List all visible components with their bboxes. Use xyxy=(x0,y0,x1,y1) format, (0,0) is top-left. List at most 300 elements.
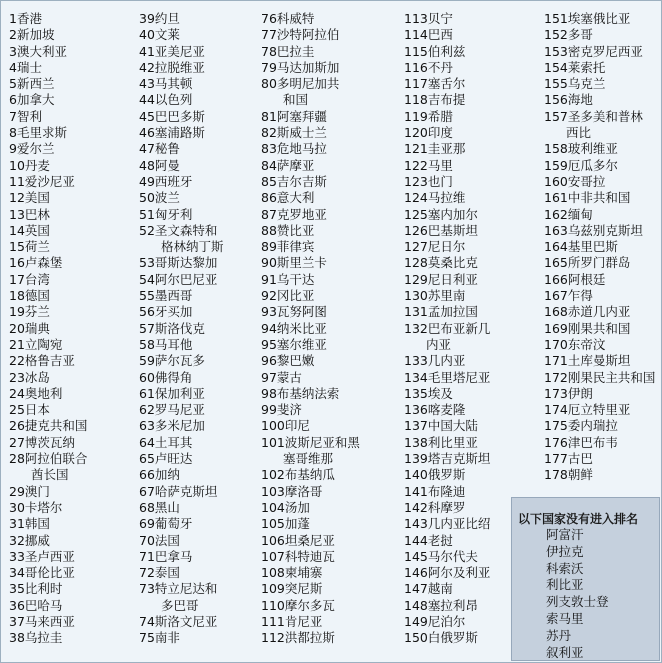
country-entry xyxy=(139,223,224,256)
country-entry xyxy=(9,565,87,581)
country-entry xyxy=(261,353,360,369)
country-entry xyxy=(261,549,360,565)
country-entry xyxy=(544,370,655,386)
country-name: 36巴哈马 xyxy=(9,597,63,613)
country-name: 118吉布提 xyxy=(404,92,466,108)
country-name: 9爱尔兰 xyxy=(9,141,55,157)
country-entry xyxy=(404,239,490,255)
country-name: 175委内瑞拉 xyxy=(544,418,618,434)
country-name: 134毛里塔尼亚 xyxy=(404,369,491,385)
country-name: 22格鲁吉亚 xyxy=(9,353,75,369)
country-entry xyxy=(9,239,87,255)
country-entry xyxy=(404,109,490,125)
country-entry xyxy=(139,141,224,157)
country-name: 98布基纳法索 xyxy=(261,385,340,401)
country-name: 29澳门 xyxy=(9,483,50,499)
country-entry xyxy=(9,272,87,288)
country-entry xyxy=(404,92,490,108)
country-name: 127尼日尔 xyxy=(404,239,466,255)
country-name: 170东帝汶 xyxy=(544,336,606,352)
country-name: 166阿根廷 xyxy=(544,271,606,287)
country-name: 64土耳其 xyxy=(139,434,193,450)
country-entry xyxy=(9,60,87,76)
country-name: 152多哥 xyxy=(544,27,593,43)
country-name: 87克罗地亚 xyxy=(261,206,327,222)
country-entry xyxy=(544,174,655,190)
country-name: 81阿塞拜疆 xyxy=(261,108,327,124)
country-entry xyxy=(9,109,87,125)
excluded-country: 索马里 xyxy=(546,610,584,626)
country-entry xyxy=(9,125,87,141)
country-entry xyxy=(9,418,87,434)
country-name: 11爱沙尼亚 xyxy=(9,173,75,189)
country-entry xyxy=(139,190,224,206)
country-name: 174厄立特里亚 xyxy=(544,402,631,418)
country-name: 117塞舌尔 xyxy=(404,76,466,92)
country-name: 48阿曼 xyxy=(139,157,180,173)
country-entry xyxy=(9,190,87,206)
country-name: 129尼日利亚 xyxy=(404,271,478,287)
country-name: 21立陶宛 xyxy=(9,336,63,352)
country-entry xyxy=(404,11,490,27)
country-name: 128莫桑比克 xyxy=(404,255,478,271)
country-entry xyxy=(261,321,360,337)
country-entry xyxy=(261,435,360,468)
country-name-continuation: 西比 xyxy=(566,125,592,141)
country-entry xyxy=(404,598,490,614)
country-name: 50波兰 xyxy=(139,190,180,206)
country-entry xyxy=(261,109,360,125)
country-name: 39约旦 xyxy=(139,11,180,26)
country-name: 113贝宁 xyxy=(404,11,453,26)
country-entry xyxy=(139,125,224,141)
country-entry xyxy=(404,255,490,271)
country-name: 80多明尼加共 xyxy=(261,76,340,92)
country-entry xyxy=(9,304,87,320)
country-name: 71巴拿马 xyxy=(139,548,193,564)
country-entry xyxy=(404,581,490,597)
country-name: 157圣多美和普林 xyxy=(544,108,643,124)
country-name: 20瑞典 xyxy=(9,320,50,336)
country-name: 112洪都拉斯 xyxy=(261,630,335,646)
country-entry xyxy=(139,207,224,223)
country-name: 54阿尔巴尼亚 xyxy=(139,271,218,287)
country-name: 52圣文森特和 xyxy=(139,222,218,238)
country-entry xyxy=(261,272,360,288)
country-name: 136喀麦隆 xyxy=(404,402,466,418)
country-entry xyxy=(544,76,655,92)
country-name: 126巴基斯坦 xyxy=(404,222,478,238)
country-entry xyxy=(404,27,490,43)
country-entry xyxy=(139,467,224,483)
country-entry xyxy=(261,60,360,76)
country-name: 99斐济 xyxy=(261,402,302,418)
country-name: 59萨尔瓦多 xyxy=(139,353,205,369)
country-entry xyxy=(544,353,655,369)
country-entry xyxy=(139,418,224,434)
country-entry xyxy=(404,533,490,549)
country-name: 137中国大陆 xyxy=(404,418,478,434)
country-entry xyxy=(9,288,87,304)
country-entry xyxy=(139,500,224,516)
country-entry xyxy=(9,321,87,337)
country-entry xyxy=(139,337,224,353)
country-entry xyxy=(261,11,360,27)
country-entry xyxy=(139,484,224,500)
country-entry xyxy=(139,353,224,369)
country-entry xyxy=(404,304,490,320)
country-name: 8毛里求斯 xyxy=(9,125,67,141)
country-name: 57斯洛伐克 xyxy=(139,320,205,336)
country-entry xyxy=(9,484,87,500)
country-name: 24奥地利 xyxy=(9,385,63,401)
country-name: 173伊朗 xyxy=(544,385,593,401)
country-name: 105加蓬 xyxy=(261,516,310,532)
country-entry xyxy=(139,304,224,320)
country-name: 103摩洛哥 xyxy=(261,483,323,499)
country-entry xyxy=(404,44,490,60)
excluded-list xyxy=(546,527,609,661)
country-entry xyxy=(139,272,224,288)
country-name: 83危地马拉 xyxy=(261,141,327,157)
country-entry xyxy=(9,337,87,353)
country-name: 146阿尔及利亚 xyxy=(404,565,491,581)
country-name: 119希腊 xyxy=(404,108,453,124)
country-name: 47秘鲁 xyxy=(139,141,180,157)
country-name: 100印尼 xyxy=(261,418,310,434)
country-entry xyxy=(261,158,360,174)
country-name: 106坦桑尼亚 xyxy=(261,532,335,548)
country-entry xyxy=(9,158,87,174)
country-entry xyxy=(9,44,87,60)
country-entry xyxy=(261,516,360,532)
country-name: 40文莱 xyxy=(139,27,180,43)
country-name: 155乌克兰 xyxy=(544,76,606,92)
country-entry xyxy=(139,533,224,549)
country-name: 46塞浦路斯 xyxy=(139,125,205,141)
country-name: 169刚果共和国 xyxy=(544,320,631,336)
country-entry xyxy=(9,516,87,532)
country-name: 32挪威 xyxy=(9,532,50,548)
excluded-country: 伊拉克 xyxy=(546,543,584,559)
country-entry xyxy=(261,304,360,320)
country-entry xyxy=(139,60,224,76)
country-name: 75南非 xyxy=(139,630,180,646)
country-entry xyxy=(544,451,655,467)
country-name: 77沙特阿拉伯 xyxy=(261,27,340,43)
ranking-column-5 xyxy=(544,11,655,484)
country-entry xyxy=(261,533,360,549)
country-entry xyxy=(9,402,87,418)
country-name: 18德国 xyxy=(9,288,50,304)
country-entry xyxy=(404,630,490,646)
country-entry xyxy=(544,44,655,60)
country-name: 1香港 xyxy=(9,11,42,26)
country-name: 164基里巴斯 xyxy=(544,239,618,255)
country-name: 70法国 xyxy=(139,532,180,548)
country-name: 17台湾 xyxy=(9,271,50,287)
country-name: 138利比里亚 xyxy=(404,434,478,450)
country-entry xyxy=(261,288,360,304)
country-name: 62罗马尼亚 xyxy=(139,402,205,418)
country-entry xyxy=(139,386,224,402)
country-entry xyxy=(261,141,360,157)
country-name: 115伯利兹 xyxy=(404,43,466,59)
country-entry xyxy=(544,92,655,108)
country-entry xyxy=(9,435,87,451)
country-name: 111肯尼亚 xyxy=(261,613,323,629)
excluded-country: 叙利亚 xyxy=(546,644,584,660)
country-name: 31韩国 xyxy=(9,516,50,532)
country-name: 42拉脱维亚 xyxy=(139,59,205,75)
country-name: 60佛得角 xyxy=(139,369,193,385)
country-entry xyxy=(139,451,224,467)
country-entry xyxy=(9,255,87,271)
country-entry xyxy=(9,500,87,516)
country-name: 12美国 xyxy=(9,190,50,206)
country-entry xyxy=(544,337,655,353)
country-entry xyxy=(261,190,360,206)
country-name: 163乌兹别克斯坦 xyxy=(544,222,643,238)
country-entry xyxy=(404,565,490,581)
country-name: 7智利 xyxy=(9,108,42,124)
country-entry xyxy=(139,435,224,451)
excluded-country: 苏丹 xyxy=(546,627,572,643)
country-name: 41亚美尼亚 xyxy=(139,43,205,59)
country-entry xyxy=(544,304,655,320)
country-entry xyxy=(544,11,655,27)
country-name-continuation: 多巴哥 xyxy=(161,597,199,613)
country-entry xyxy=(544,27,655,43)
country-entry xyxy=(404,484,490,500)
country-name: 104汤加 xyxy=(261,499,310,515)
country-entry xyxy=(9,223,87,239)
country-name: 45巴巴多斯 xyxy=(139,108,205,124)
country-entry xyxy=(261,386,360,402)
country-name: 96黎巴嫩 xyxy=(261,353,315,369)
country-entry xyxy=(404,60,490,76)
country-name: 148塞拉利昂 xyxy=(404,597,478,613)
country-entry xyxy=(261,614,360,630)
country-entry xyxy=(404,614,490,630)
country-name: 144老挝 xyxy=(404,532,453,548)
country-entry xyxy=(544,402,655,418)
country-name-continuation: 酋长国 xyxy=(31,467,69,483)
country-name: 43马其顿 xyxy=(139,76,193,92)
country-name: 5新西兰 xyxy=(9,76,55,92)
country-entry xyxy=(404,125,490,141)
country-name: 168赤道几内亚 xyxy=(544,304,631,320)
excluded-countries-box xyxy=(511,497,660,661)
country-entry xyxy=(261,630,360,646)
country-name: 140俄罗斯 xyxy=(404,467,466,483)
country-entry xyxy=(9,549,87,565)
country-entry xyxy=(544,141,655,157)
country-name: 147越南 xyxy=(404,581,453,597)
country-entry xyxy=(9,386,87,402)
country-entry xyxy=(404,76,490,92)
country-name: 122马里 xyxy=(404,157,453,173)
country-entry xyxy=(261,239,360,255)
country-name: 123也门 xyxy=(404,173,453,189)
country-name: 159厄瓜多尔 xyxy=(544,157,618,173)
country-name: 58马耳他 xyxy=(139,336,193,352)
country-name: 158玻利维亚 xyxy=(544,141,618,157)
country-name: 109突尼斯 xyxy=(261,581,323,597)
country-name: 2新加坡 xyxy=(9,27,55,43)
country-name-continuation: 塞哥维那 xyxy=(283,451,334,467)
country-entry xyxy=(9,630,87,646)
country-entry xyxy=(404,418,490,434)
country-entry xyxy=(261,500,360,516)
country-entry xyxy=(261,223,360,239)
country-name: 25日本 xyxy=(9,402,50,418)
country-name: 153密克罗尼西亚 xyxy=(544,43,643,59)
country-name: 177古巴 xyxy=(544,451,593,467)
country-entry xyxy=(261,418,360,434)
country-name: 56牙买加 xyxy=(139,304,193,320)
country-entry xyxy=(404,386,490,402)
country-entry xyxy=(404,321,490,354)
country-name: 38乌拉圭 xyxy=(9,630,63,646)
country-entry xyxy=(544,435,655,451)
country-entry xyxy=(544,109,655,142)
country-name: 161中非共和国 xyxy=(544,190,631,206)
country-entry xyxy=(404,467,490,483)
country-entry xyxy=(544,60,655,76)
country-name: 44以色列 xyxy=(139,92,193,108)
country-entry xyxy=(404,223,490,239)
ranking-column-3 xyxy=(261,11,360,647)
country-entry xyxy=(261,44,360,60)
country-name: 49西班牙 xyxy=(139,173,193,189)
country-name: 69葡萄牙 xyxy=(139,516,193,532)
ranking-column-4 xyxy=(404,11,490,647)
country-name: 121圭亚那 xyxy=(404,141,466,157)
country-name: 165所罗门群岛 xyxy=(544,255,631,271)
country-entry xyxy=(404,207,490,223)
country-entry xyxy=(139,92,224,108)
country-entry xyxy=(544,418,655,434)
country-name: 86意大利 xyxy=(261,190,315,206)
country-entry xyxy=(139,174,224,190)
country-name: 120印度 xyxy=(404,125,453,141)
country-entry xyxy=(261,467,360,483)
country-entry xyxy=(544,239,655,255)
country-entry xyxy=(9,370,87,386)
country-entry xyxy=(544,190,655,206)
country-name: 142科摩罗 xyxy=(404,499,466,515)
country-name: 143几内亚比绍 xyxy=(404,516,491,532)
country-name: 132巴布亚新几 xyxy=(404,320,491,336)
country-entry xyxy=(261,370,360,386)
country-name: 26捷克共和国 xyxy=(9,418,88,434)
country-entry xyxy=(9,614,87,630)
country-name: 89菲律宾 xyxy=(261,239,315,255)
country-entry xyxy=(544,467,655,483)
country-name: 92冈比亚 xyxy=(261,288,315,304)
country-name: 131孟加拉国 xyxy=(404,304,478,320)
country-entry xyxy=(404,435,490,451)
country-name: 74斯洛文尼亚 xyxy=(139,613,218,629)
country-name: 33圣卢西亚 xyxy=(9,548,75,564)
country-entry xyxy=(544,272,655,288)
country-entry xyxy=(139,76,224,92)
country-name: 85吉尔吉斯 xyxy=(261,173,327,189)
country-name: 139塔吉克斯坦 xyxy=(404,451,491,467)
country-name: 167乍得 xyxy=(544,288,593,304)
country-entry xyxy=(544,158,655,174)
country-entry xyxy=(404,402,490,418)
country-name: 108柬埔寨 xyxy=(261,565,323,581)
country-entry xyxy=(544,288,655,304)
country-entry xyxy=(139,321,224,337)
country-entry xyxy=(139,630,224,646)
excluded-country: 科索沃 xyxy=(546,560,584,576)
country-entry xyxy=(9,451,87,484)
country-name: 82斯威士兰 xyxy=(261,125,327,141)
country-name: 78巴拉圭 xyxy=(261,43,315,59)
country-name: 130苏里南 xyxy=(404,288,466,304)
country-entry xyxy=(139,255,224,271)
country-name: 110摩尔多瓦 xyxy=(261,597,335,613)
country-name: 4瑞士 xyxy=(9,59,42,75)
country-entry xyxy=(404,190,490,206)
country-entry xyxy=(139,565,224,581)
country-entry xyxy=(544,255,655,271)
country-entry xyxy=(139,370,224,386)
country-entry xyxy=(139,158,224,174)
ranking-column-1 xyxy=(9,11,87,647)
country-name: 23冰岛 xyxy=(9,369,50,385)
country-name: 28阿拉伯联合 xyxy=(9,451,88,467)
country-name: 61保加利亚 xyxy=(139,385,205,401)
country-entry xyxy=(544,386,655,402)
country-name: 15荷兰 xyxy=(9,239,50,255)
country-name: 176津巴布韦 xyxy=(544,434,618,450)
country-name: 76科威特 xyxy=(261,11,315,26)
country-entry xyxy=(139,44,224,60)
country-entry xyxy=(261,337,360,353)
country-name: 93瓦努阿图 xyxy=(261,304,327,320)
country-entry xyxy=(404,451,490,467)
country-name: 10丹麦 xyxy=(9,157,50,173)
country-entry xyxy=(261,27,360,43)
country-entry xyxy=(9,11,87,27)
country-name: 160安哥拉 xyxy=(544,173,606,189)
country-name: 125塞内加尔 xyxy=(404,206,478,222)
country-name: 68黑山 xyxy=(139,499,180,515)
country-name: 72泰国 xyxy=(139,565,180,581)
country-entry xyxy=(261,76,360,109)
country-entry xyxy=(139,109,224,125)
country-name: 30卡塔尔 xyxy=(9,499,63,515)
country-name: 156海地 xyxy=(544,92,593,108)
country-entry xyxy=(404,288,490,304)
country-name: 53哥斯达黎加 xyxy=(139,255,218,271)
country-entry xyxy=(261,581,360,597)
country-name-continuation: 格林纳丁斯 xyxy=(161,239,224,255)
country-name: 149尼泊尔 xyxy=(404,613,466,629)
country-name: 114巴西 xyxy=(404,27,453,43)
country-name: 171土库曼斯坦 xyxy=(544,353,631,369)
country-entry xyxy=(261,598,360,614)
country-name: 19芬兰 xyxy=(9,304,50,320)
country-name: 90斯里兰卡 xyxy=(261,255,327,271)
country-name: 67哈萨克斯坦 xyxy=(139,483,218,499)
country-entry xyxy=(139,549,224,565)
ranking-column-2 xyxy=(139,11,224,647)
